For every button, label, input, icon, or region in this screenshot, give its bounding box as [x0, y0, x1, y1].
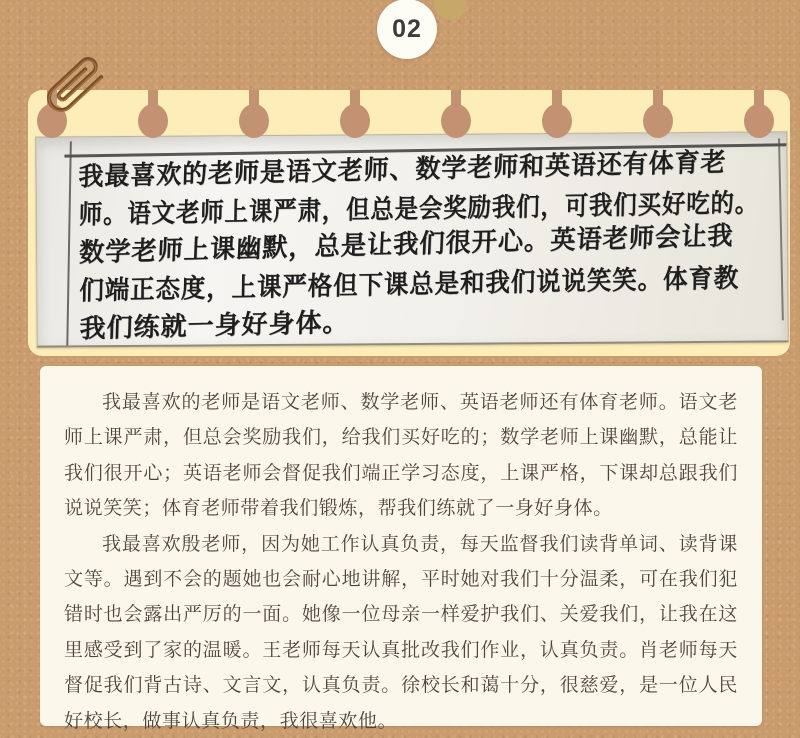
binder-pin: [744, 90, 774, 138]
binder-pin: [542, 90, 572, 138]
binder-pin: [239, 90, 269, 138]
essay-card: [40, 366, 762, 732]
handwriting-line: 我最喜欢的老师是语文老师、数学老师和英语还有体育老: [78, 146, 727, 192]
handwriting-photo: [35, 131, 788, 347]
essay-paragraph: 我最喜欢的老师是语文老师、数学老师、英语老师还有体育老师。语文老师上课严肃，但总会奖励我们，给我们买好吃的；数学老师上课幽默，总能让我们很开心；英语老师会督促我们端正学习态度，上课严格，下课却总跟我们说说笑笑；体育老师带着我们锻炼，帮我们练就了一身好身体。: [64, 392, 738, 520]
binder-pin: [643, 90, 673, 138]
handwriting-line: 师。语文老师上课严肃，但总是会奖励我们，可我们买好吃的。: [78, 187, 760, 230]
binder-pin: [340, 90, 370, 138]
handwriting-text: [78, 146, 783, 347]
item-number: 02: [392, 14, 422, 43]
handwriting-line: 数学老师上课幽默，总是让我们很开心。英语老师会让我: [78, 220, 735, 268]
item-number-badge: [377, 0, 437, 59]
ruled-left-line: [66, 141, 72, 347]
badge-notch: [434, 0, 466, 20]
essay-paragraph: 我最喜欢殷老师，因为她工作认真负责，每天监督我们读背单词、读背课文等。遇到不会的题她也会耐心地讲解，平时她对我们十分温柔，可在我们犯错时也会露出严厉的一面。她像一位母亲一样爱护我们、关爱我们，让我在这里感受到了家的温暖。王老师每天认真批改我们作业，认真负责。肖老师每天督促我们背古诗、文言文，认真负责。徐校长和蔼十分，很慈爱，是一位人民好校长，做事认真负责，我很喜欢他。: [64, 533, 738, 732]
handwriting-line: 我们练就一身好身体。: [79, 306, 350, 344]
binder-pin: [441, 90, 471, 138]
handwriting-line: 们端正态度，上课严格但下课总是和我们说说笑笑。体育教: [79, 262, 740, 306]
binder-pin: [138, 90, 168, 138]
